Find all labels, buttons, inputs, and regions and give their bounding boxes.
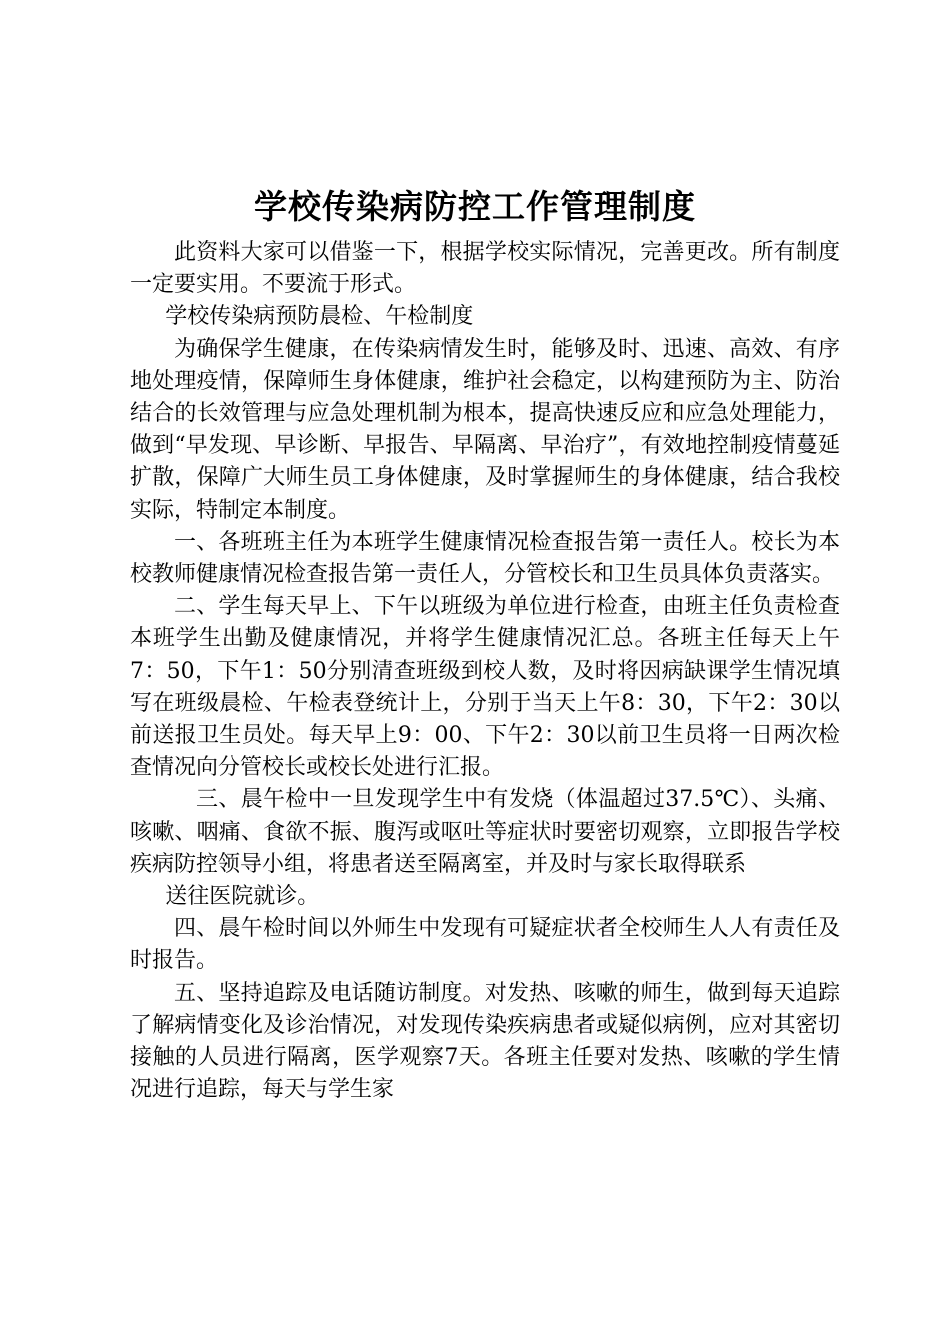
paragraph-rule-5: 五、坚持追踪及电话随访制度。对发热、咳嗽的师生，做到每天追踪了解病情变化及诊治情况，对发现传染疾病患者或疑似病例，应对其密切接触的人员进行隔离，医学观察7天。各班主任要对发热、咳嗽的学生情况进行追踪，每天与学生家	[130, 980, 840, 1103]
document-title: 学校传染病防控工作管理制度	[254, 187, 696, 226]
paragraph-rule-3-continued: 送往医院就诊。	[165, 884, 320, 910]
paragraph-intro-note: 此资料大家可以借鉴一下，根据学校实际情况，完善更改。所有制度一定要实用。不要流于形式。	[130, 240, 840, 298]
paragraph-rule-2: 二、学生每天早上、下午以班级为单位进行检查，由班主任负责检查本班学生出勤及健康情况，并将学生健康情况汇总。各班主任每天上午7：50，下午1：50分别清查班级到校人数，及时将因病缺课学生情况填写在班级晨检、午检表登统计上，分别于当天上午8：30，下午2：30以前送报卫生员处。每天早上9：00、下午2：30以前卫生员将一日两次检查情况向分管校长或校长处进行汇报。	[130, 594, 840, 781]
paragraph-rule-1: 一、各班班主任为本班学生健康情况检查报告第一责任人。校长为本校教师健康情况检查报告第一责任人，分管校长和卫生员具体负责落实。	[130, 529, 840, 588]
section-heading: 学校传染病预防晨检、午检制度	[165, 304, 474, 330]
paragraph-rule-3: 三、晨午检中一旦发现学生中有发烧（体温超过37.5℃）、头痛、咳嗽、咽痛、食欲不振、腹泻或呕吐等症状时要密切观察，立即报告学校疾病防控领导小组，将患者送至隔离室，并及时与家长取得联系	[130, 787, 840, 877]
document-body	[130, 237, 840, 1106]
paragraph-rule-4: 四、晨午检时间以外师生中发现有可疑症状者全校师生人人有责任及时报告。	[130, 916, 840, 974]
paragraph-purpose: 为确保学生健康，在传染病情发生时，能够及时、迅速、高效、有序地处理疫情，保障师生身体健康，维护社会稳定，以构建预防为主、防治结合的长效管理与应急处理机制为根本，提高快速反应和应急处理能力，做到“早发现、早诊断、早报告、早隔离、早治疗”，有效地控制疫情蔓延扩散，保障广大师生员工身体健康，及时掌握师生的身体健康，结合我校实际，特制定本制度。	[130, 336, 840, 523]
